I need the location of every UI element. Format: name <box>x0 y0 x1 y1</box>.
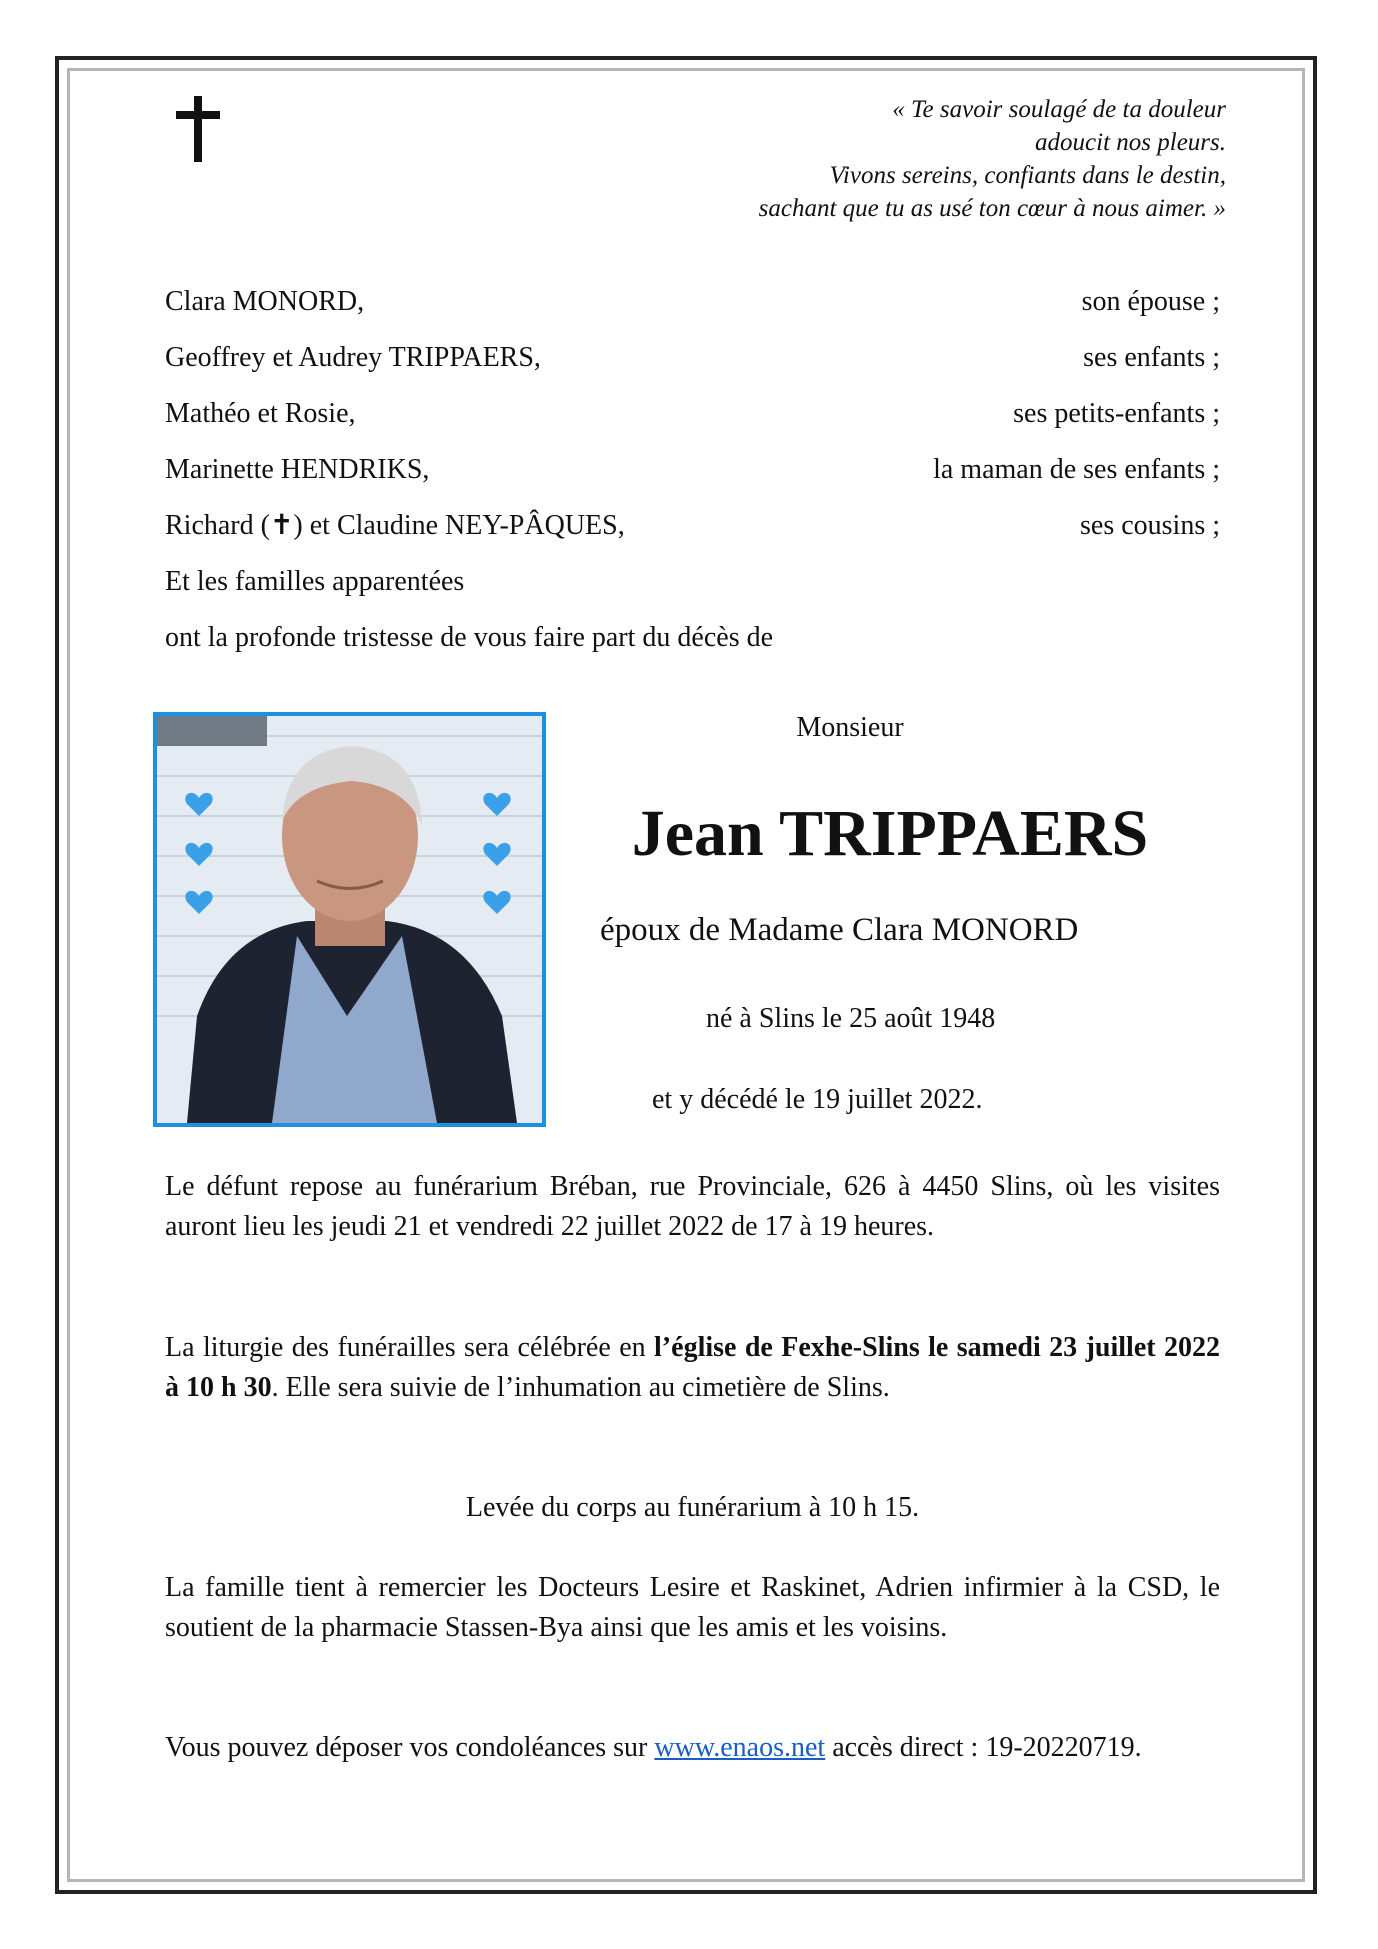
family-member-name: Richard (✝) et Claudine NEY-PÂQUES, <box>165 510 625 541</box>
condolences-paragraph <box>165 1728 1220 1768</box>
family-member-name: Clara MONORD, <box>165 286 365 317</box>
family-member-name: Marinette HENDRIKS, <box>165 454 430 485</box>
epitaph-line: adoucit nos pleurs. <box>1035 129 1226 156</box>
family-extra: Et les familles apparentées <box>165 566 465 597</box>
epitaph-line: « Te savoir soulagé de ta douleur <box>892 96 1226 123</box>
funeral-text-start: La liturgie des funérailles sera célébrée en <box>165 1332 655 1363</box>
family-relation: ses petits-enfants ; <box>1013 398 1220 429</box>
spouse-line: époux de Madame Clara MONORD <box>600 912 1079 948</box>
funeral-paragraph <box>165 1328 1220 1408</box>
family-row <box>165 282 1220 338</box>
lifting-line: Levée du corps au funérarium à 10 h 15. <box>465 1492 920 1523</box>
family-relation: ses enfants ; <box>1083 342 1220 373</box>
epitaph-line: sachant que tu as usé ton cœur à nous aimer. » <box>758 195 1226 222</box>
latin-cross-icon <box>172 96 224 162</box>
deceased-name: Jean TRIPPAERS <box>631 797 1149 870</box>
family-relation: ses cousins ; <box>1080 510 1220 541</box>
deceased-photo <box>153 712 546 1127</box>
visitation-paragraph: Le défunt repose au funérarium Bréban, rue Provinciale, 626 à 4450 Slins, où les visites auront lieu les jeudi 21 et vendredi 22 juillet 2022 de 17 à 19 heures. <box>165 1171 1220 1242</box>
family-row <box>165 450 1220 506</box>
family-row <box>165 506 1220 562</box>
epitaph-line: Vivons sereins, confiants dans le destin, <box>829 162 1226 189</box>
family-member-name: Mathéo et Rosie, <box>165 398 356 429</box>
family-relation: la maman de ses enfants ; <box>933 454 1220 485</box>
death-line: et y décédé le 19 juillet 2022. <box>652 1084 983 1115</box>
family-list <box>165 282 1220 674</box>
family-row <box>165 394 1220 450</box>
funeral-church-date: l’église de Fexhe-Slins le samedi 23 juillet 2022 à 10 h 30 <box>165 1332 1220 1403</box>
condolences-text-end: accès direct : 19-20220719. <box>825 1732 1142 1763</box>
family-row <box>165 338 1220 394</box>
enaos-link[interactable]: www.enaos.net <box>654 1732 826 1763</box>
funeral-text-end: . Elle sera suivie de l’inhumation au cimetière de Slins. <box>271 1372 890 1403</box>
family-relation: son épouse ; <box>1081 286 1220 317</box>
epitaph-quote <box>586 93 1226 225</box>
salutation: Monsieur <box>796 712 904 743</box>
announcement-line: ont la profonde tristesse de vous faire part du décès de <box>165 622 774 653</box>
birth-line: né à Slins le 25 août 1948 <box>706 1003 996 1034</box>
family-member-name: Geoffrey et Audrey TRIPPAERS, <box>165 342 541 373</box>
condolences-text-start: Vous pouvez déposer vos condoléances sur <box>165 1732 655 1763</box>
thanks-paragraph: La famille tient à remercier les Docteurs Lesire et Raskinet, Adrien infirmier à la CSD, le soutient de la pharmacie Stassen-Bya ainsi que les amis et les voisins. <box>165 1572 1220 1643</box>
